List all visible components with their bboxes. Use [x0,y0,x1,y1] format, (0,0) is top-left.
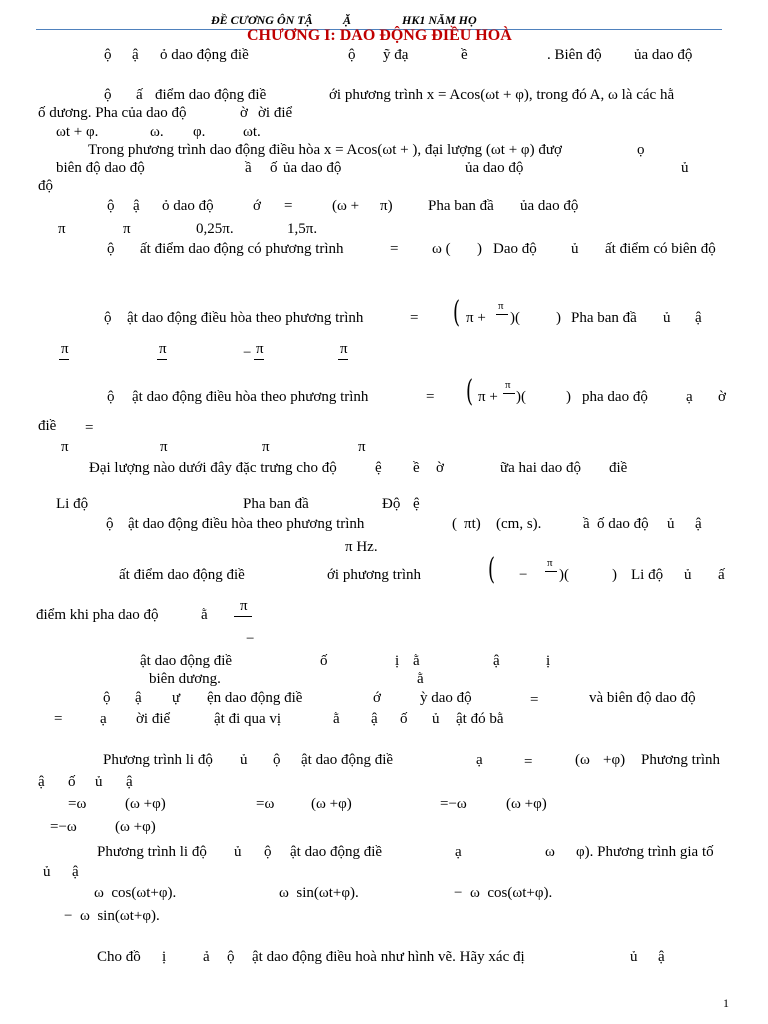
math-paren: ( [453,295,461,330]
text-fragment: ) [566,389,571,405]
text-fragment: φ. [193,124,206,140]
text-fragment: ật dao động điề [140,653,233,669]
text-fragment: ộ [106,516,114,532]
text-fragment: . Biên độ [547,47,602,63]
text-fragment: ố [400,711,408,727]
text-fragment: ố dao độ [597,516,649,532]
text-fragment: ố [68,774,76,790]
text-fragment: )( [559,567,569,583]
text-fragment: ậ [493,653,500,669]
page-number: 1 [723,996,729,1010]
text-fragment: = [524,754,533,770]
text-fragment: Cho đồ [97,949,141,965]
text-fragment: π [58,221,66,237]
text-fragment: pha dao độ [582,389,648,405]
text-fragment: ờ [718,389,726,405]
text-fragment: +φ) [603,752,626,768]
fraction-numerator: π [498,300,504,312]
text-fragment: ω [545,844,555,860]
text-fragment: = [284,198,293,214]
text-fragment: ω. [150,124,164,140]
text-fragment: điề [38,418,57,434]
text-fragment: = [54,711,63,727]
text-fragment: ị [395,653,400,669]
text-fragment: điểm dao động điề [155,87,267,103]
text-fragment: =ω [256,796,275,812]
header-right: HK1 NĂM HỌ [402,13,477,27]
text-fragment: − [519,567,528,583]
text-fragment: ạ [100,711,107,727]
text-fragment: − [243,345,252,361]
text-fragment: π) [380,198,393,214]
chapter-title: CHƯƠNG I: DAO ĐỘNG ĐIỀU HOÀ [247,27,512,44]
header-mid: Ặ [343,13,352,27]
text-fragment: ( [452,516,457,532]
text-fragment: ất điểm có biên độ [605,241,716,257]
text-fragment: πt) [464,516,481,532]
text-fragment: ωt. [243,124,261,140]
text-fragment: ờ [240,105,248,121]
math-paren: ( [488,552,496,587]
fraction-bar [496,314,508,315]
text-fragment: Trong phương trình dao động điều hòa x = Acos(ωt + ), đại lượng (ωt + φ) đượ [88,142,562,158]
text-fragment: ) [612,567,617,583]
text-fragment: = [410,310,419,326]
text-fragment: ậ [695,310,702,326]
text-fragment: )( [516,389,526,405]
text-fragment: π + [466,310,486,326]
text-fragment: ật đi qua vị [214,711,282,727]
text-fragment: ) [477,241,482,257]
text-fragment: ậ [695,516,702,532]
text-fragment: π [123,221,131,237]
text-fragment: (ω +φ) [311,796,352,812]
fraction-bar [338,359,348,360]
text-fragment: ật dao động điều hòa theo phương trình [132,389,369,405]
text-fragment: ộ [273,752,281,768]
text-fragment: (ω +φ) [115,819,156,835]
text-fragment: ) [556,310,561,326]
text-fragment: ằ [333,711,340,727]
text-fragment: ủ [571,241,579,257]
text-fragment: 1,5π. [287,221,318,237]
text-fragment: ỹ đạ [383,47,409,63]
text-fragment: ậ [132,47,139,63]
text-fragment: ủ [630,949,638,965]
text-fragment: ộ [107,241,115,257]
text-fragment: Li độ [631,567,664,583]
text-fragment: biên độ dao độ [56,160,145,176]
text-fragment: (ω +φ) [125,796,166,812]
text-fragment: ộ [103,690,111,706]
text-fragment: ệ [413,496,420,512]
text-fragment: ủa dao độ [465,160,524,176]
fraction-bar [254,359,264,360]
text-fragment: ề [461,47,468,63]
text-fragment: ời điể [136,711,171,727]
text-fragment: − ω sin(ωt+φ). [64,908,160,924]
text-fragment: ố dương. Pha của dao độ [38,105,187,121]
text-fragment: =−ω [50,819,77,835]
text-fragment: π + [478,389,498,405]
text-fragment: π Hz. [345,539,378,555]
header-left: ĐỀ CƯƠNG ÔN TẬ [211,13,313,27]
text-fragment: (ω [575,752,590,768]
fraction-bar [545,571,557,572]
text-fragment: (ω + [332,198,360,214]
text-fragment: Pha ban đầ [571,310,637,326]
text-fragment: = [426,389,435,405]
text-fragment: (cm, s). [496,516,542,532]
text-fragment: ầ [245,160,252,176]
text-fragment: ất điểm dao động có phương trình [140,241,344,257]
text-fragment: ủa dao độ [283,160,342,176]
text-fragment: ị [162,949,167,965]
text-fragment: ỳ dao độ [420,690,472,706]
text-fragment: Dao độ [493,241,537,257]
text-fragment: ới phương trình [327,567,421,583]
text-fragment: ời điể [258,105,293,121]
text-fragment: biên dương. [149,671,221,687]
text-fragment: Đại lượng nào dưới đây đặc trưng cho độ [89,460,337,476]
text-fragment: Phương trình [641,752,720,768]
text-fragment: Pha ban đầ [243,496,309,512]
text-fragment: ố [270,160,278,176]
text-fragment: π [256,341,264,357]
fraction-bar [59,359,69,360]
text-fragment: = [390,241,399,257]
text-fragment: ạ [476,752,483,768]
text-fragment: π [159,341,167,357]
text-fragment: ật đó bằ [456,711,504,727]
text-fragment: ờ [436,460,444,476]
fraction-bar [234,616,252,617]
text-fragment: ủ [667,516,675,532]
math-paren: ( [466,374,474,409]
text-fragment: Độ [382,496,401,512]
text-fragment: ỏ dao động điề [160,47,249,63]
text-fragment: π [262,439,270,455]
fraction-bar [157,359,167,360]
text-fragment: = [530,692,539,708]
text-fragment: Li độ [56,496,89,512]
text-fragment: ớ [253,198,261,214]
text-fragment: ủ [234,844,242,860]
text-fragment: ộ [264,844,272,860]
text-fragment: ự [172,690,181,706]
text-fragment: ấ [136,87,143,103]
text-fragment: π [358,439,366,455]
text-fragment: =−ω [440,796,467,812]
text-fragment: ậ [133,198,140,214]
text-fragment: ủ [681,160,689,176]
text-fragment: π [240,598,248,614]
text-fragment: ậ [371,711,378,727]
text-fragment: ấ [718,567,725,583]
text-fragment: điề [609,460,628,476]
text-fragment: π [61,341,69,357]
text-fragment: điểm khi pha dao độ [36,607,159,623]
text-fragment: ọ [637,142,645,158]
text-fragment: ện dao động điề [207,690,303,706]
text-fragment: ữa hai dao độ [500,460,582,476]
text-fragment: Phương trình li độ [97,844,207,860]
text-fragment: − [246,631,255,647]
text-fragment: ủa dao độ [634,47,693,63]
text-fragment: ớ [373,690,381,706]
text-fragment: ωt + φ. [56,124,99,140]
text-fragment: Phương trình li độ [103,752,213,768]
text-fragment: (ω +φ) [506,796,547,812]
text-fragment: độ [38,178,53,194]
text-fragment: ậ [658,949,665,965]
text-fragment: ủ [663,310,671,326]
fraction-bar [503,393,515,394]
text-fragment: ạ [455,844,462,860]
text-fragment: ằ [413,653,420,669]
text-fragment: ật dao động điề [301,752,394,768]
fraction-numerator: π [505,379,511,391]
text-fragment: ủ [43,864,51,880]
text-fragment: ằ [201,607,208,623]
text-fragment: − ω cos(ωt+φ). [454,885,553,901]
text-fragment: ề [413,460,420,476]
text-fragment: ủ [95,774,103,790]
text-fragment: ới phương trình x = Acos(ωt + φ), trong đó A, ω là các hằ [329,87,675,103]
text-fragment: ỏ dao độ [162,198,214,214]
text-fragment: ộ [104,310,112,326]
text-fragment: ầ [583,516,590,532]
text-fragment: ủ [432,711,440,727]
text-fragment: ậ [72,864,79,880]
text-fragment: )( [510,310,520,326]
text-fragment: ả [203,949,210,965]
text-fragment: ω cos(ωt+φ). [94,885,177,901]
fraction-numerator: π [547,557,553,569]
text-fragment: ủ [240,752,248,768]
text-fragment: ậ [135,690,142,706]
text-fragment: ệ [375,460,382,476]
text-fragment: ạ [686,389,693,405]
text-fragment: ộ [104,87,112,103]
text-fragment: ộ [348,47,356,63]
text-fragment: 0,25π. [196,221,234,237]
text-fragment: π [61,439,69,455]
text-fragment: ật dao động điều hòa theo phương trình [128,516,365,532]
text-fragment: và biên độ dao độ [589,690,696,706]
text-fragment: π [160,439,168,455]
text-fragment: ậ [38,774,45,790]
text-fragment: ộ [227,949,235,965]
text-fragment: = [85,420,94,436]
text-fragment: ộ [107,198,115,214]
text-fragment: ậ [126,774,133,790]
text-fragment: π [340,341,348,357]
text-fragment: ộ [104,47,112,63]
text-fragment: ω ( [432,241,451,257]
text-fragment: ật dao động điều hoà như hình vẽ. Hãy xác đị [252,949,525,965]
text-fragment: ị [546,653,551,669]
text-fragment: ố [320,653,328,669]
text-fragment: ủ [684,567,692,583]
text-fragment: ω sin(ωt+φ). [279,885,359,901]
text-fragment: ằ [417,671,424,687]
text-fragment: ật dao động điều hòa theo phương trình [127,310,364,326]
text-fragment: =ω [68,796,87,812]
text-fragment: φ). Phương trình gia tố [576,844,714,860]
text-fragment: Pha ban đầ [428,198,494,214]
text-fragment: ất điểm dao động điề [119,567,245,583]
text-fragment: ủa dao độ [520,198,579,214]
text-fragment: ật dao động điề [290,844,383,860]
text-fragment: ộ [107,389,115,405]
